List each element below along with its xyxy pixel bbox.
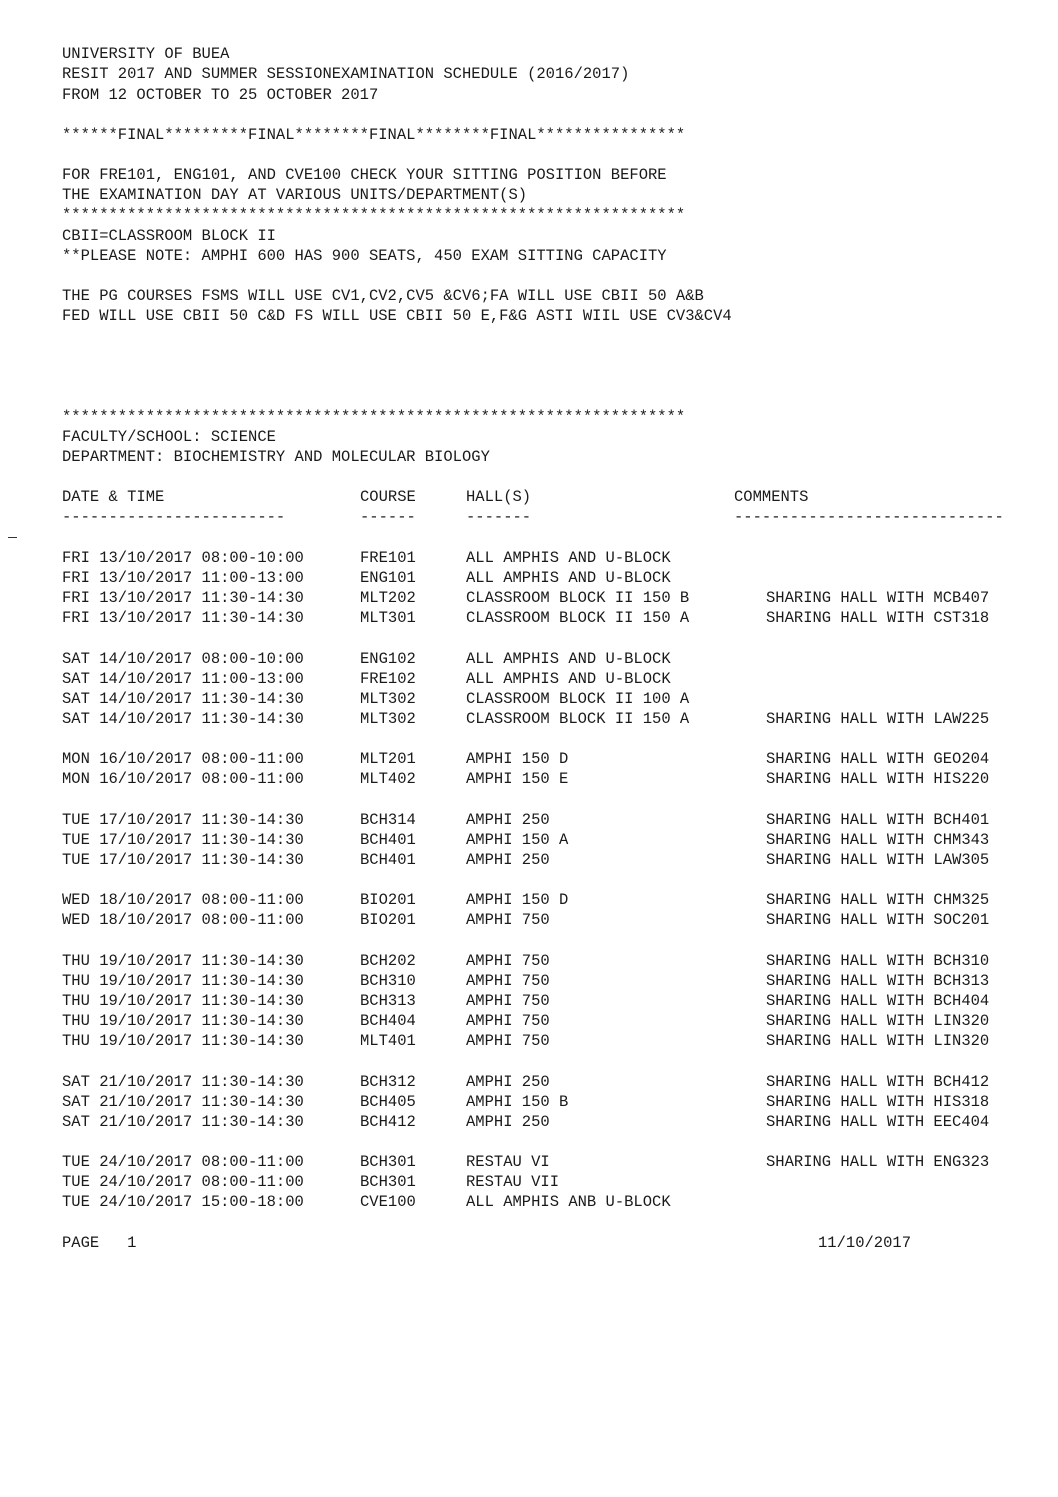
- row-hall: AMPHI 750: [466, 952, 550, 970]
- row-course: BCH405: [360, 1093, 416, 1111]
- row-course: FRE102: [360, 670, 416, 688]
- row-course: MLT202: [360, 589, 416, 607]
- row-course: BCH301: [360, 1173, 416, 1191]
- row-comment: SHARING HALL WITH BCH412: [766, 1073, 990, 1091]
- row-hall: AMPHI 750: [466, 972, 550, 990]
- row-datetime: THU 19/10/2017 11:30-14:30: [62, 1012, 304, 1030]
- notice-pg-courses-2: FED WILL USE CBII 50 C&D FS WILL USE CBII 50 E,F&G ASTI WIIL USE CV3&CV4: [62, 307, 732, 325]
- row-datetime: MON 16/10/2017 08:00-11:00: [62, 750, 304, 768]
- row-comment: SHARING HALL WITH ENG323: [766, 1153, 990, 1171]
- row-course: BCH310: [360, 972, 416, 990]
- row-comment: SHARING HALL WITH CHM343: [766, 831, 990, 849]
- margin-mark: [8, 537, 17, 538]
- row-course: BIO201: [360, 891, 416, 909]
- row-course: MLT302: [360, 710, 416, 728]
- page-number: PAGE 1: [62, 1234, 137, 1252]
- row-datetime: THU 19/10/2017 11:30-14:30: [62, 992, 304, 1010]
- row-hall: AMPHI 750: [466, 1012, 550, 1030]
- row-comment: SHARING HALL WITH EEC404: [766, 1113, 990, 1131]
- row-datetime: SAT 14/10/2017 11:00-13:00: [62, 670, 304, 688]
- row-hall: AMPHI 250: [466, 811, 550, 829]
- notice-stars: *******************************************************************: [62, 206, 686, 224]
- row-comment: SHARING HALL WITH MCB407: [766, 589, 990, 607]
- row-course: BCH312: [360, 1073, 416, 1091]
- row-comment: SHARING HALL WITH LAW305: [766, 851, 990, 869]
- row-hall: AMPHI 150 A: [466, 831, 569, 849]
- row-course: BCH301: [360, 1153, 416, 1171]
- row-datetime: WED 18/10/2017 08:00-11:00: [62, 891, 304, 909]
- row-course: BCH401: [360, 851, 416, 869]
- row-course: BCH314: [360, 811, 416, 829]
- department-label: DEPARTMENT: BIOCHEMISTRY AND MOLECULAR BIOLOGY: [62, 448, 490, 466]
- row-datetime: SAT 14/10/2017 11:30-14:30: [62, 690, 304, 708]
- notice-line-2: THE EXAMINATION DAY AT VARIOUS UNITS/DEPARTMENT(S): [62, 186, 528, 204]
- row-course: BCH412: [360, 1113, 416, 1131]
- row-course: MLT302: [360, 690, 416, 708]
- row-course: CVE100: [360, 1193, 416, 1211]
- row-comment: SHARING HALL WITH BCH313: [766, 972, 990, 990]
- row-comment: SHARING HALL WITH LIN320: [766, 1012, 990, 1030]
- notice-capacity: **PLEASE NOTE: AMPHI 600 HAS 900 SEATS, 450 EXAM SITTING CAPACITY: [62, 247, 667, 265]
- row-hall: RESTAU VI: [466, 1153, 550, 1171]
- row-datetime: MON 16/10/2017 08:00-11:00: [62, 770, 304, 788]
- underline-comments: -----------------------------: [734, 508, 1004, 526]
- row-hall: CLASSROOM BLOCK II 100 A: [466, 690, 690, 708]
- row-comment: SHARING HALL WITH BCH404: [766, 992, 990, 1010]
- row-datetime: SAT 21/10/2017 11:30-14:30: [62, 1093, 304, 1111]
- row-datetime: SAT 21/10/2017 11:30-14:30: [62, 1073, 304, 1091]
- row-hall: CLASSROOM BLOCK II 150 A: [466, 609, 690, 627]
- underline-halls: -------: [466, 508, 532, 526]
- row-datetime: THU 19/10/2017 11:30-14:30: [62, 1032, 304, 1050]
- underline-course: ------: [360, 508, 416, 526]
- row-datetime: FRI 13/10/2017 11:00-13:00: [62, 569, 304, 587]
- row-comment: SHARING HALL WITH LIN320: [766, 1032, 990, 1050]
- row-hall: RESTAU VII: [466, 1173, 560, 1191]
- row-comment: SHARING HALL WITH CHM325: [766, 891, 990, 909]
- row-course: BIO201: [360, 911, 416, 929]
- row-course: MLT402: [360, 770, 416, 788]
- row-course: BCH401: [360, 831, 416, 849]
- row-datetime: TUE 24/10/2017 15:00-18:00: [62, 1193, 304, 1211]
- row-hall: CLASSROOM BLOCK II 150 A: [466, 710, 690, 728]
- university-title: UNIVERSITY OF BUEA: [62, 45, 230, 63]
- row-course: ENG102: [360, 650, 416, 668]
- row-hall: AMPHI 750: [466, 911, 550, 929]
- notice-line-1: FOR FRE101, ENG101, AND CVE100 CHECK YOUR SITTING POSITION BEFORE: [62, 166, 667, 184]
- row-comment: SHARING HALL WITH BCH310: [766, 952, 990, 970]
- row-hall: AMPHI 250: [466, 851, 550, 869]
- header-datetime: DATE & TIME: [62, 488, 165, 506]
- row-comment: SHARING HALL WITH HIS220: [766, 770, 990, 788]
- row-hall: ALL AMPHIS AND U-BLOCK: [466, 569, 671, 587]
- row-datetime: THU 19/10/2017 11:30-14:30: [62, 972, 304, 990]
- row-hall: ALL AMPHIS AND U-BLOCK: [466, 670, 671, 688]
- row-hall: AMPHI 150 D: [466, 750, 569, 768]
- faculty-label: FACULTY/SCHOOL: SCIENCE: [62, 428, 276, 446]
- header-course: COURSE: [360, 488, 416, 506]
- row-comment: SHARING HALL WITH HIS318: [766, 1093, 990, 1111]
- row-course: BCH404: [360, 1012, 416, 1030]
- row-course: BCH202: [360, 952, 416, 970]
- header-comments: COMMENTS: [734, 488, 809, 506]
- row-hall: AMPHI 250: [466, 1113, 550, 1131]
- print-date: 11/10/2017: [818, 1234, 912, 1252]
- row-datetime: TUE 17/10/2017 11:30-14:30: [62, 811, 304, 829]
- row-datetime: TUE 17/10/2017 11:30-14:30: [62, 831, 304, 849]
- row-course: MLT301: [360, 609, 416, 627]
- row-hall: ALL AMPHIS AND U-BLOCK: [466, 549, 671, 567]
- row-datetime: WED 18/10/2017 08:00-11:00: [62, 911, 304, 929]
- row-datetime: FRI 13/10/2017 11:30-14:30: [62, 609, 304, 627]
- row-hall: CLASSROOM BLOCK II 150 B: [466, 589, 690, 607]
- header-halls: HALL(S): [466, 488, 532, 506]
- row-datetime: TUE 17/10/2017 11:30-14:30: [62, 851, 304, 869]
- row-hall: AMPHI 750: [466, 992, 550, 1010]
- row-hall: AMPHI 150 B: [466, 1093, 569, 1111]
- row-hall: AMPHI 150 D: [466, 891, 569, 909]
- notice-abbreviation: CBII=CLASSROOM BLOCK II: [62, 227, 276, 245]
- row-datetime: SAT 14/10/2017 08:00-10:00: [62, 650, 304, 668]
- row-datetime: FRI 13/10/2017 08:00-10:00: [62, 549, 304, 567]
- notice-pg-courses-1: THE PG COURSES FSMS WILL USE CV1,CV2,CV5 &CV6;FA WILL USE CBII 50 A&B: [62, 287, 704, 305]
- row-datetime: TUE 24/10/2017 08:00-11:00: [62, 1173, 304, 1191]
- row-course: FRE101: [360, 549, 416, 567]
- row-comment: SHARING HALL WITH GEO204: [766, 750, 990, 768]
- row-course: ENG101: [360, 569, 416, 587]
- row-datetime: FRI 13/10/2017 11:30-14:30: [62, 589, 304, 607]
- row-hall: ALL AMPHIS ANB U-BLOCK: [466, 1193, 671, 1211]
- row-hall: ALL AMPHIS AND U-BLOCK: [466, 650, 671, 668]
- row-course: MLT401: [360, 1032, 416, 1050]
- row-comment: SHARING HALL WITH SOC201: [766, 911, 990, 929]
- schedule-period: FROM 12 OCTOBER TO 25 OCTOBER 2017: [62, 86, 379, 104]
- row-comment: SHARING HALL WITH CST318: [766, 609, 990, 627]
- row-datetime: THU 19/10/2017 11:30-14:30: [62, 952, 304, 970]
- row-hall: AMPHI 250: [466, 1073, 550, 1091]
- schedule-title: RESIT 2017 AND SUMMER SESSIONEXAMINATION SCHEDULE (2016/2017): [62, 65, 630, 83]
- row-course: MLT201: [360, 750, 416, 768]
- row-datetime: SAT 14/10/2017 11:30-14:30: [62, 710, 304, 728]
- row-comment: SHARING HALL WITH BCH401: [766, 811, 990, 829]
- row-datetime: SAT 21/10/2017 11:30-14:30: [62, 1113, 304, 1131]
- row-hall: AMPHI 150 E: [466, 770, 569, 788]
- row-hall: AMPHI 750: [466, 1032, 550, 1050]
- row-comment: SHARING HALL WITH LAW225: [766, 710, 990, 728]
- final-banner: ******FINAL*********FINAL********FINAL********FINAL****************: [62, 126, 686, 144]
- underline-datetime: ------------------------: [62, 508, 286, 526]
- section-stars: *******************************************************************: [62, 408, 686, 426]
- row-datetime: TUE 24/10/2017 08:00-11:00: [62, 1153, 304, 1171]
- row-course: BCH313: [360, 992, 416, 1010]
